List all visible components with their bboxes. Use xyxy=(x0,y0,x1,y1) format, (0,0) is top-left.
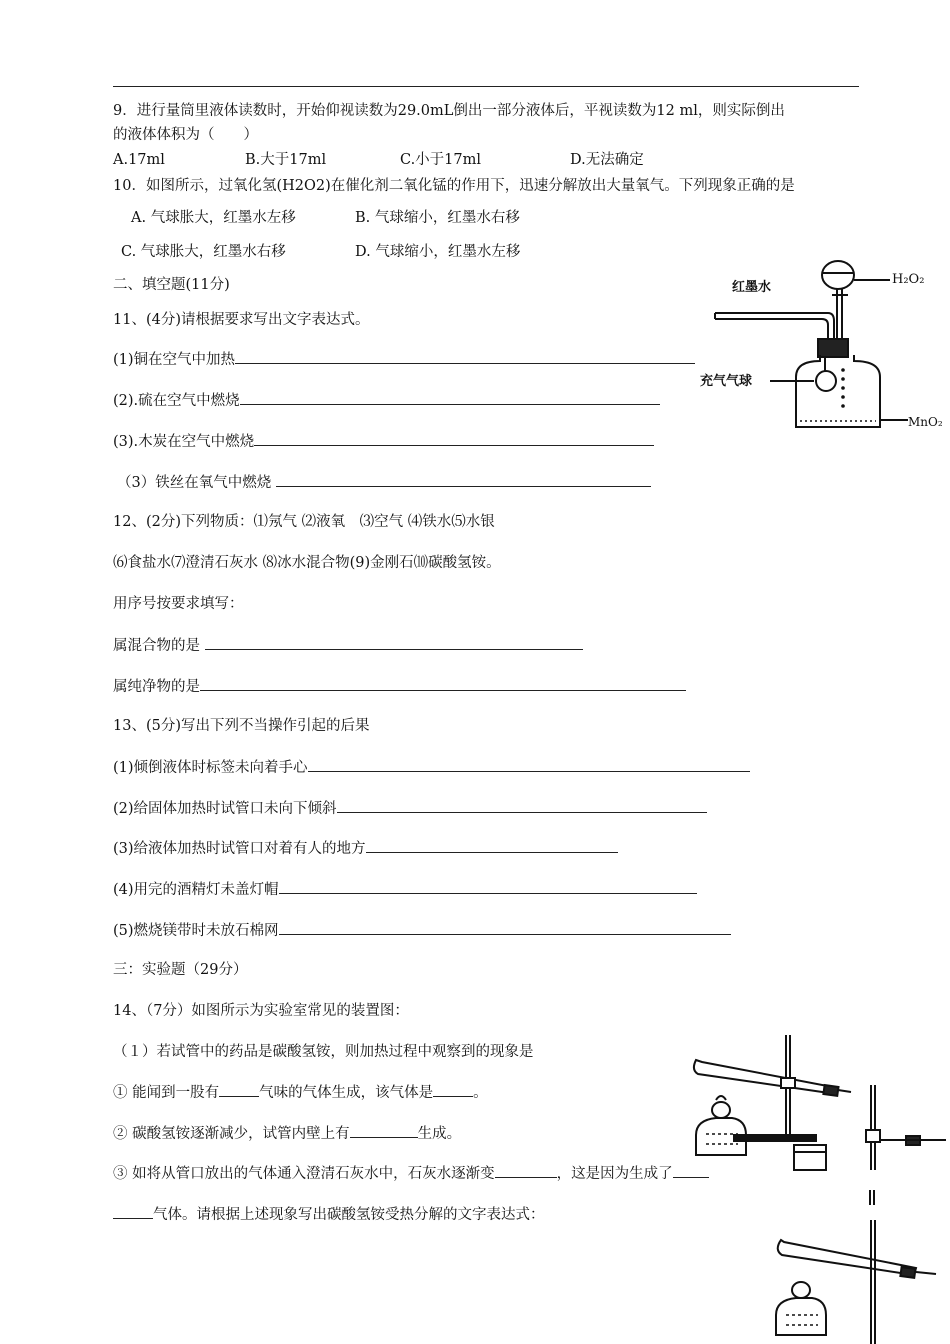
q14-line-c: ③ 如将从管口放出的气体通入澄清石灰水中，石灰水逐渐变 ，这是因为生成了 xyxy=(113,1163,709,1184)
answer-blank[interactable] xyxy=(113,1204,153,1219)
q11-item3: (3).木炭在空气中燃烧 xyxy=(113,431,654,452)
figure-label-red-ink: 红墨水 xyxy=(732,280,772,295)
q13-item5: (5)燃烧镁带时未放石棉网 xyxy=(113,920,731,941)
q11-item2: (2).硫在空气中燃烧 xyxy=(113,390,660,411)
figure-label-h2o2: H₂O₂ xyxy=(892,272,925,287)
q14-line-d: 气体。请根据上述现象写出碳酸氢铵受热分解的文字表达式： xyxy=(113,1204,545,1225)
q10-option-c: C. 气球胀大，红墨水右移 xyxy=(121,244,286,260)
q13-item3: (3)给液体加热时试管口对着有人的地方 xyxy=(113,838,618,859)
q12-line2: ⑹食盐水⑺澄清石灰水 ⑻冰水混合物(9)金刚石⑽碳酸氢铵。 xyxy=(113,555,501,571)
heating-apparatus-figure-2 xyxy=(766,1080,950,1344)
q13-stem: 13、(5分)写出下列不当操作引起的后果 xyxy=(113,718,370,734)
q10-option-b: B. 气球缩小，红墨水右移 xyxy=(355,210,520,226)
q11-item1: (1)铜在空气中加热 xyxy=(113,349,695,370)
answer-blank[interactable] xyxy=(254,431,654,446)
header-rule xyxy=(113,86,859,87)
q9-line2: 的液体体积为（ ） xyxy=(113,127,258,143)
q14-line-b: ② 碳酸氢铵逐渐减少，试管内壁上有 生成。 xyxy=(113,1123,461,1144)
answer-blank[interactable] xyxy=(235,349,695,364)
q9-option-b: B.大于17ml xyxy=(245,152,327,168)
q13-item2: (2)给固体加热时试管口未向下倾斜 xyxy=(113,798,707,819)
q12-stem: 12、(2分)下列物质：⑴氖气 ⑵液氧 ⑶空气 ⑷铁水⑸水银 xyxy=(113,514,495,530)
q9-option-c: C.小于17ml xyxy=(400,152,482,168)
answer-blank[interactable] xyxy=(240,390,660,405)
answer-blank[interactable] xyxy=(205,635,583,650)
answer-blank[interactable] xyxy=(279,920,731,935)
q9-option-d: D.无法确定 xyxy=(570,152,644,168)
answer-blank[interactable] xyxy=(366,838,618,853)
answer-blank[interactable] xyxy=(350,1123,418,1138)
answer-blank[interactable] xyxy=(337,798,707,813)
q14-line-a: ① 能闻到一股有 气味的气体生成，该气体是 。 xyxy=(113,1082,488,1103)
answer-blank[interactable] xyxy=(276,472,651,487)
q12-pure: 属纯净物的是 xyxy=(113,676,686,697)
answer-blank[interactable] xyxy=(495,1163,557,1178)
q9-option-a: A.17ml xyxy=(113,152,165,168)
answer-blank[interactable] xyxy=(219,1082,259,1097)
q13-item4: (4)用完的酒精灯未盖灯帽 xyxy=(113,879,697,900)
figure-label-balloon: 充气气球 xyxy=(700,374,753,389)
q12-instruction: 用序号按要求填写： xyxy=(113,596,244,612)
figure-label-mno2: MnO₂ xyxy=(908,415,943,429)
answer-blank[interactable] xyxy=(279,879,697,894)
answer-blank[interactable] xyxy=(308,757,750,772)
q13-item1: (1)倾倒液体时标签未向着手心 xyxy=(113,757,750,778)
q9-line1: 9．进行量筒里液体读数时，开始仰视读数为29.0mL倒出一部分液体后，平视读数为12 ml，则实际倒出 xyxy=(113,103,785,119)
q12-mixture: 属混合物的是 xyxy=(113,635,583,656)
q11-item4: （3）铁丝在氧气中燃烧 xyxy=(117,472,651,493)
section3-title: 三：实验题（29分） xyxy=(113,962,248,978)
answer-blank[interactable] xyxy=(433,1082,473,1097)
answer-blank[interactable] xyxy=(200,676,686,691)
q10-option-d: D. 气球缩小，红墨水左移 xyxy=(355,244,521,260)
q10-option-a: A. 气球胀大，红墨水左移 xyxy=(131,210,296,226)
section2-title: 二、填空题(11分) xyxy=(113,277,230,293)
q14-stem: 14、（7分）如图所示为实验室常见的装置图： xyxy=(113,1003,409,1019)
q10-stem: 10．如图所示，过氧化氢(H2O2)在催化剂二氧化锰的作用下，迅速分解放出大量氧气。下列现象正确的是 xyxy=(113,178,795,194)
q11-stem: 11、(4分)请根据要求写出文字表达式。 xyxy=(113,312,370,328)
q14-part1: （１）若试管中的药品是碳酸氢铵，则加热过程中观察到的现象是 xyxy=(113,1044,534,1060)
